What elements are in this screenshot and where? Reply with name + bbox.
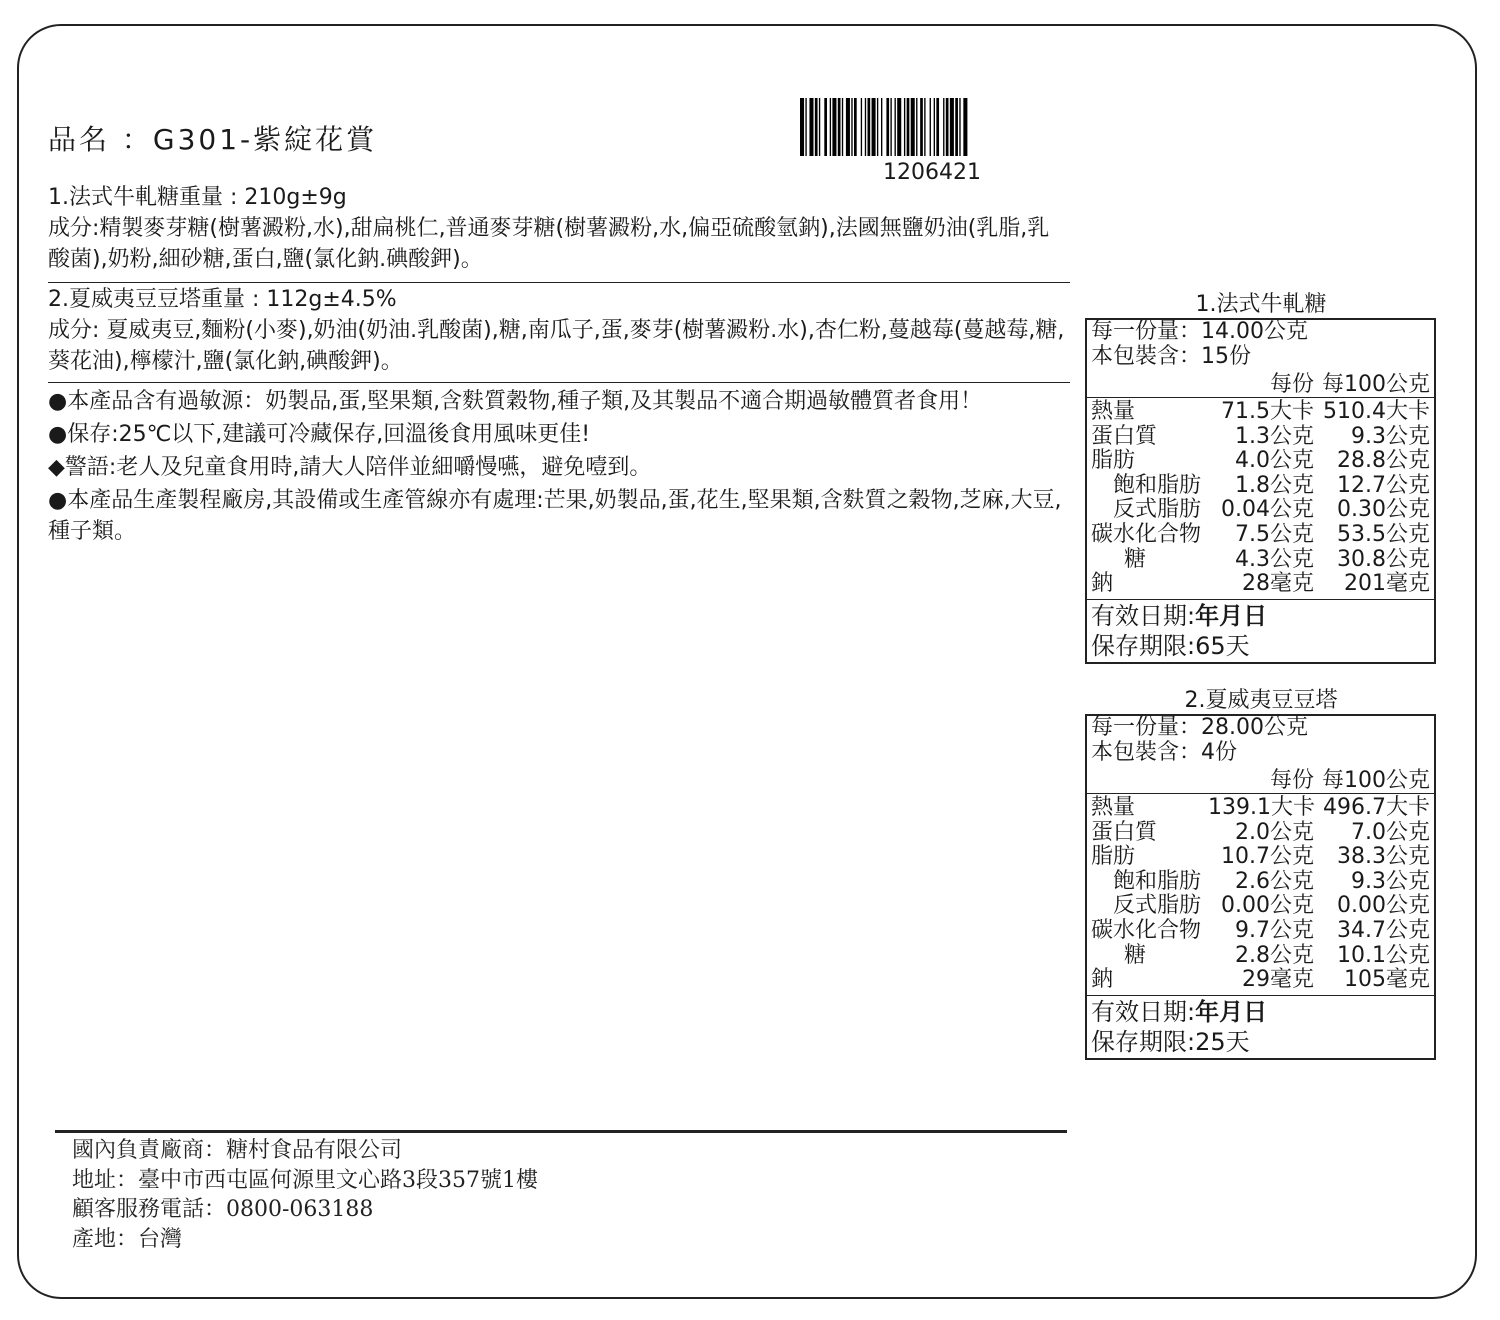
item2-section: [48, 284, 1068, 377]
serving-size: 每一份量：14.00公克: [1091, 319, 1308, 344]
value-per-serving: 139.1大卡: [1208, 795, 1315, 820]
value-per-100g: 28.8公克: [1337, 448, 1430, 474]
item1-section: [48, 182, 1068, 275]
serving-size: 每一份量：28.00公克: [1091, 715, 1308, 740]
barcode-bar: [890, 98, 891, 156]
nutrient-name: 糖: [1124, 546, 1147, 572]
barcode-bar: [842, 98, 843, 156]
item1-title: 1.法式牛軋糖重量 : 210g±9g: [48, 185, 347, 210]
nutrient-row: [1091, 821, 1430, 846]
value-per-100g: 7.0公克: [1351, 819, 1430, 845]
barcode-bar: [846, 98, 850, 156]
nutrition2-table: [1085, 714, 1436, 1060]
nutrient-row: [1091, 919, 1430, 944]
nutrient-row: [1091, 474, 1430, 499]
barcode-bar: [943, 98, 944, 156]
allergen-note: ●本產品含有過敏源：奶製品,蛋,堅果類,含麩質穀物,種子類,及其製品不適合期過敏體質者食用！: [48, 389, 983, 414]
value-per-100g: 496.7大卡: [1323, 795, 1430, 820]
shelf-life: 保存期限:65天: [1091, 631, 1250, 660]
barcode-bar: [851, 98, 852, 156]
nutrition1-title: 1.法式牛軋糖: [1195, 292, 1327, 317]
col-per-serving: 每份: [1269, 767, 1314, 793]
expiry-value: 年月日: [1195, 997, 1268, 1026]
nutrient-name: 熱量: [1091, 795, 1136, 820]
barcode-bar: [934, 98, 935, 156]
nutrient-row: [1091, 548, 1430, 573]
value-per-100g: 105毫克: [1344, 967, 1430, 993]
manufacturer: 國內負責廠商：糖村食品有限公司: [72, 1138, 403, 1163]
barcode-bar: [861, 98, 862, 156]
origin: 產地：台灣: [72, 1226, 183, 1252]
value-per-serving: 9.7公克: [1235, 917, 1314, 943]
nutrient-row: [1091, 523, 1430, 548]
value-per-100g: 0.00公克: [1337, 893, 1430, 919]
barcode-bar: [946, 98, 949, 156]
value-per-100g: 53.5公克: [1337, 521, 1430, 547]
nutrient-row: [1091, 845, 1430, 870]
col-per-100g: 每100公克: [1322, 371, 1430, 397]
barcode-bar: [819, 98, 820, 156]
storage-note: ●保存:25℃以下,建議可冷藏保存,回溫後食用風味更佳!: [48, 422, 591, 447]
nutrient-name: 飽和脂肪: [1113, 868, 1202, 894]
nutrition1-table: [1085, 318, 1436, 664]
nutrient-row: [1091, 796, 1430, 821]
barcode-bar: [800, 98, 804, 156]
value-per-serving: 2.8公克: [1235, 942, 1314, 968]
value-per-serving: 1.8公克: [1235, 472, 1314, 498]
value-per-serving: 2.0公克: [1235, 819, 1314, 845]
item1-ingredients: 成分:精製麥芽糖(樹薯澱粉,水),甜扁桃仁,普通麥芽糖(樹薯澱粉,水,偏亞硫酸氫鈉),法國無鹽奶油(乳脂,乳酸菌),奶粉,細砂糖,蛋白,鹽(氯化鈉.碘酸鉀)。: [48, 216, 1050, 272]
expiry-label: 有效日期:: [1091, 997, 1196, 1026]
barcode-bar: [950, 98, 954, 156]
barcode-bar: [930, 98, 931, 156]
value-per-serving: 7.5公克: [1235, 521, 1314, 547]
divider: [48, 282, 1070, 283]
nutrient-name: 脂肪: [1091, 448, 1136, 474]
nutrient-name: 蛋白質: [1091, 423, 1158, 449]
barcode-bar: [897, 98, 901, 156]
barcode-bar: [904, 98, 905, 156]
barcode-bar: [872, 98, 876, 156]
value-per-serving: 10.7公克: [1221, 844, 1314, 870]
nutrition2-rows: [1087, 794, 1434, 996]
nutrient-row: [1091, 449, 1430, 474]
value-per-serving: 4.0公克: [1235, 448, 1314, 474]
value-per-100g: 510.4大卡: [1323, 399, 1430, 424]
barcode-bar: [886, 98, 889, 156]
nutrient-name: 碳水化合物: [1091, 521, 1202, 547]
expiry-value: 年月日: [1195, 601, 1268, 630]
nutrient-name: 飽和脂肪: [1113, 472, 1202, 498]
value-per-100g: 30.8公克: [1337, 546, 1430, 572]
item2-ingredients: 成分: 夏威夷豆,麵粉(小麥),奶油(奶油.乳酸菌),糖,南瓜子,蛋,麥芽(樹薯澱粉.水),杏仁粉,蔓越莓(蔓越莓,糖,葵花油),檸檬汁,鹽(氯化鈉,碘酸鉀)。: [48, 318, 1065, 374]
value-per-100g: 201毫克: [1344, 571, 1430, 597]
expiry-label: 有效日期:: [1091, 601, 1196, 630]
barcode-bar: [959, 98, 960, 156]
value-per-100g: 34.7公克: [1337, 917, 1430, 943]
nutrient-name: 反式脂肪: [1113, 497, 1202, 523]
value-per-serving: 4.3公克: [1235, 546, 1314, 572]
nutrient-name: 糖: [1124, 942, 1147, 968]
value-per-100g: 9.3公克: [1351, 868, 1430, 894]
value-per-100g: 0.30公克: [1337, 497, 1430, 523]
barcode-bar: [865, 98, 866, 156]
nutrient-row: [1091, 870, 1430, 895]
barcode-bar: [936, 98, 939, 156]
nutrient-name: 脂肪: [1091, 844, 1136, 870]
nutrient-row: [1091, 498, 1430, 523]
barcode-bar: [854, 98, 857, 156]
nutrient-row: [1091, 968, 1430, 993]
address: 地址：臺中市西屯區何源里文心路3段357號1樓: [72, 1167, 538, 1193]
value-per-100g: 38.3公克: [1337, 844, 1430, 870]
barcode-bar: [911, 98, 915, 156]
barcode-bar: [916, 98, 917, 156]
barcode-bar: [907, 98, 910, 156]
barcode-bar: [924, 98, 925, 156]
nutrient-name: 碳水化合物: [1091, 917, 1202, 943]
nutrient-name: 蛋白質: [1091, 819, 1158, 845]
barcode-bar: [805, 98, 806, 156]
nutrient-name: 熱量: [1091, 399, 1136, 424]
value-per-serving: 0.00公克: [1221, 893, 1314, 919]
servings-per-pack: 本包裝含：15份: [1091, 343, 1251, 369]
value-per-serving: 1.3公克: [1235, 423, 1314, 449]
nutrient-row: [1091, 400, 1430, 425]
barcode-number: 1206421: [883, 160, 981, 185]
servings-per-pack: 本包裝含：4份: [1091, 739, 1237, 765]
barcode-bar: [832, 98, 836, 156]
product-name: 品名 ：G301-紫綻花賞: [48, 123, 378, 156]
barcode-bar: [815, 98, 818, 156]
nutrient-row: [1091, 944, 1430, 969]
col-per-100g: 每100公克: [1322, 767, 1430, 793]
value-per-serving: 29毫克: [1242, 967, 1314, 993]
value-per-100g: 12.7公克: [1337, 472, 1430, 498]
barcode-bar: [877, 98, 878, 156]
barcode-bar: [895, 98, 896, 156]
footer: [72, 1136, 538, 1254]
value-per-serving: 71.5大卡: [1221, 399, 1314, 424]
barcode-bar: [868, 98, 871, 156]
barcode-bar: [963, 98, 967, 156]
footer-divider: [55, 1130, 1067, 1133]
nutrient-name: 反式脂肪: [1113, 893, 1202, 919]
nutrient-row: [1091, 425, 1430, 450]
shelf-life: 保存期限:25天: [1091, 1027, 1250, 1056]
value-per-100g: 9.3公克: [1351, 423, 1430, 449]
nutrient-name: 鈉: [1091, 571, 1114, 597]
nutrient-name: 鈉: [1091, 967, 1114, 993]
nutrition1-rows: [1087, 398, 1434, 600]
nutrition2-title: 2.夏威夷豆豆塔: [1184, 688, 1338, 713]
value-per-serving: 2.6公克: [1235, 868, 1314, 894]
value-per-serving: 0.04公克: [1221, 497, 1314, 523]
divider: [48, 382, 1070, 383]
barcode-image: [800, 98, 1064, 156]
barcode-bar: [809, 98, 813, 156]
barcode-bar: [830, 98, 831, 156]
notes-section: [48, 386, 1068, 549]
facility-note: ●本產品生產製程廠房,其設備或生產管線亦有處理:芒果,奶製品,蛋,花生,堅果類,含麩質之穀物,芝麻,大豆,種子類。: [48, 488, 1062, 544]
nutrient-row: [1091, 894, 1430, 919]
col-per-serving: 每份: [1269, 371, 1314, 397]
nutrient-row: [1091, 572, 1430, 597]
barcode-bar: [838, 98, 841, 156]
value-per-100g: 10.1公克: [1337, 942, 1430, 968]
barcode-bar: [955, 98, 958, 156]
value-per-serving: 28毫克: [1242, 571, 1314, 597]
item2-title: 2.夏威夷豆豆塔重量 : 112g±4.5%: [48, 287, 397, 312]
customer-service-phone: 顧客服務電話：0800-063188: [72, 1197, 374, 1222]
warning-note: ◆警語:老人及兒童食用時,請大人陪伴並細嚼慢嚥，避免噎到。: [48, 455, 652, 480]
barcode-bar: [881, 98, 882, 156]
barcode-bar: [920, 98, 923, 156]
barcode-bar: [824, 98, 827, 156]
